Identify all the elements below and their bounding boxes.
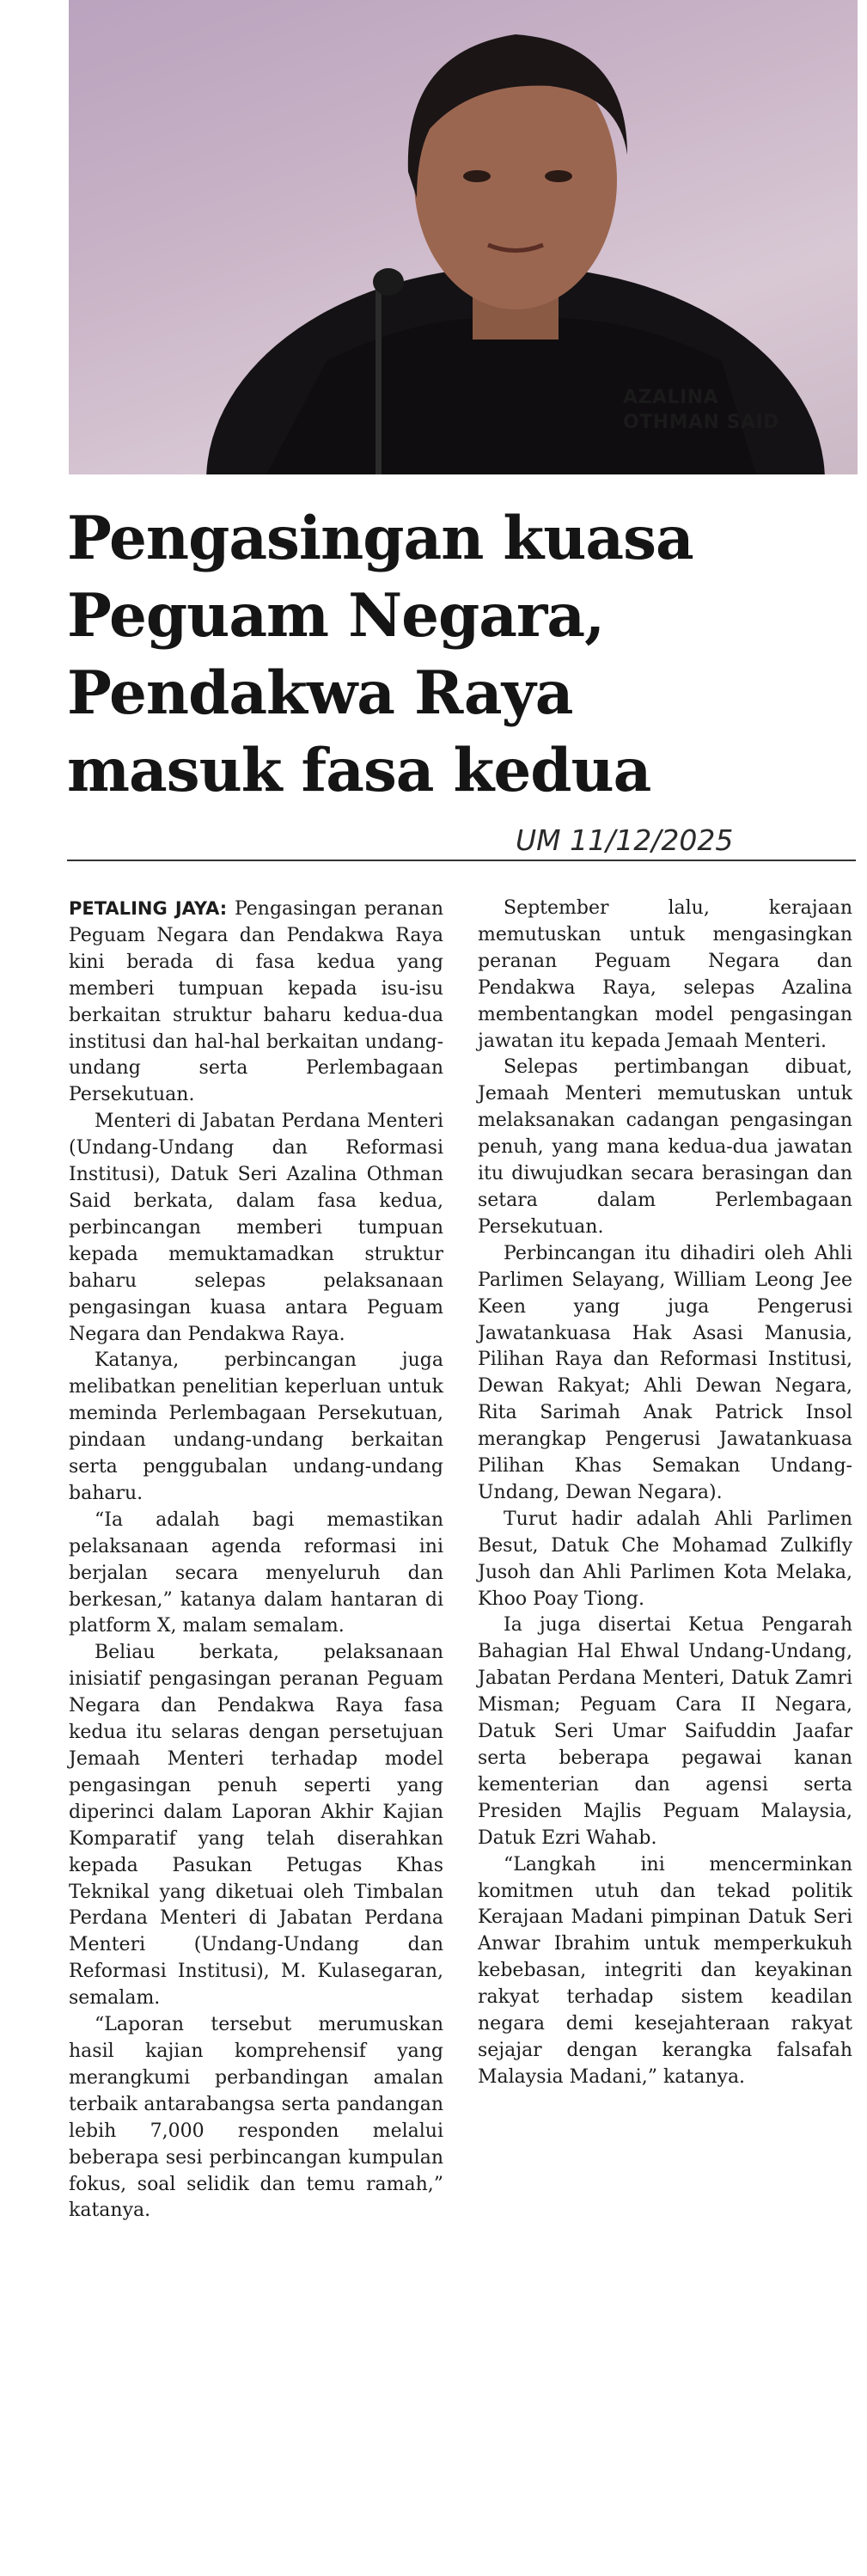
article-paragraph: Perbincangan itu dihadiri oleh Ahli Parlimen Selayang, William Leong Jee Keen yang juga Pengerusi Jawatankuasa Hak Asasi Manusia, Pilihan Raya dan Reformasi Institusi, Dewan Rakyat; Ahli Dewan Negara, Rita Sarimah Anak Patrick Insol merangkap Pengerusi Jawatankuasa Pilihan Khas Semakan Undang-Undang, Dewan Negara). <box>478 1242 852 1503</box>
article-paragraph: “Ia adalah bagi memastikan pelaksanaan agenda reformasi ini berjalan secara menyeluruh dan berkesan,” katanya dalam hantaran di platform X, malam semalam. <box>69 1508 443 1637</box>
article-paragraph: Ia juga disertai Ketua Pengarah Bahagian Hal Ehwal Undang-Undang, Jabatan Perdana Menteri, Datuk Zamri Misman; Peguam Cara II Negara, Datuk Seri Umar Saifuddin Jaafar serta beberapa pegawai kanan kementerian dan agensi serta Presiden Majlis Peguam Malaysia, Datuk Ezri Wahab. <box>478 1614 852 1849</box>
headline-line-1: Pengasingan kuasa <box>67 504 693 573</box>
article-paragraph: September lalu, kerajaan memutuskan untuk mengasingkan peranan Peguam Negara dan Pendakwa Raya, selepas Azalina membentangkan model pengasingan jawatan itu kepada Jemaah Menteri. <box>478 897 852 1052</box>
dateline: PETALING JAYA: <box>69 898 228 919</box>
article-paragraph: Selepas pertimbangan dibuat, Jemaah Menteri memutuskan untuk melaksanakan cadangan pengasingan penuh, yang mana kedua-dua jawatan itu diwujudkan secara berasingan dan setara dalam Perlembagaan Persekutuan. <box>478 1056 852 1238</box>
headline-divider <box>67 860 856 861</box>
article-paragraph: Menteri di Jabatan Perdana Menteri (Undang-Undang dan Reformasi Institusi), Datuk Seri Azalina Othman Said berkata, dalam fasa kedua, perbincangan memberi tumpuan kepada memuktamadkan struktur baharu selepas pelaksanaan pengasingan kuasa antara Peguam Negara dan Pendakwa Raya. <box>69 1111 443 1345</box>
caption-line-1: AZALINA <box>623 387 719 408</box>
photo-caption <box>623 385 829 435</box>
headline-line-2: Peguam Negara, <box>67 581 605 651</box>
article-paragraph <box>69 896 443 1109</box>
article-paragraph: “Langkah ini mencerminkan komitmen utuh dan tekad politik Kerajaan Madani pimpinan Datuk Seri Anwar Ibrahim untuk memperkukuh kebebasan, integriti dan keyakinan rakyat terhadap sistem keadilan negara demi kesejahteraan rakyat sejajar dengan kerangka falsafah Malaysia Madani,” katanya. <box>478 1853 852 2088</box>
article-paragraph: Katanya, perbincangan juga melibatkan penelitian keperluan untuk meminda Perlembagaan Persekutuan, pindaan undang-undang berkaitan serta penggubalan undang-undang baharu. <box>69 1349 443 1504</box>
article-paragraph: “Laporan tersebut merumuskan hasil kajian komprehensif yang merangkumi perbandingan amalan terbaik antarabangsa serta pandangan lebih 7,000 responden melalui beberapa sesi perbincangan kumpulan fokus, soal selidik dan temu ramah,” katanya. <box>69 2014 443 2222</box>
article-column-left <box>69 896 443 2224</box>
article-paragraph: Beliau berkata, pelaksanaan inisiatif pengasingan peranan Peguam Negara dan Pendakwa Raya fasa kedua itu selaras dengan persetujuan Jemaah Menteri terhadap model pengasingan penuh seperti yang diperinci dalam Laporan Akhir Kajian Komparatif yang telah diserahkan kepada Pasukan Petugas Khas Teknikal yang diketuai oleh Timbalan Perdana Menteri di Jabatan Perdana Menteri (Undang-Undang dan Reformasi Institusi), M. Kulasegaran, semalam. <box>69 1642 443 2010</box>
caption-line-2: OTHMAN SAID <box>623 412 779 433</box>
headline-line-3: Pendakwa Raya <box>67 658 573 728</box>
article-paragraph: Turut hadir adalah Ahli Parlimen Besut, Datuk Che Mohamad Zulkifly Jusoh dan Ahli Parlimen Kota Melaka, Khoo Poay Tiong. <box>478 1508 852 1610</box>
headline <box>67 500 840 810</box>
paragraph-text: Pengasingan peranan Peguam Negara dan Pendakwa Raya kini berada di fasa kedua yang memberi tumpuan kepada isu-isu berkaitan struktur baharu kedua-dua institusi dan hal-hal berkaitan undang-undang serta Perlembagaan Persekutuan. <box>69 898 444 1106</box>
article-column-right <box>478 896 852 2091</box>
headline-line-4: masuk fasa kedua <box>67 736 651 805</box>
handwritten-date-stamp: UM 11/12/2025 <box>516 823 734 857</box>
